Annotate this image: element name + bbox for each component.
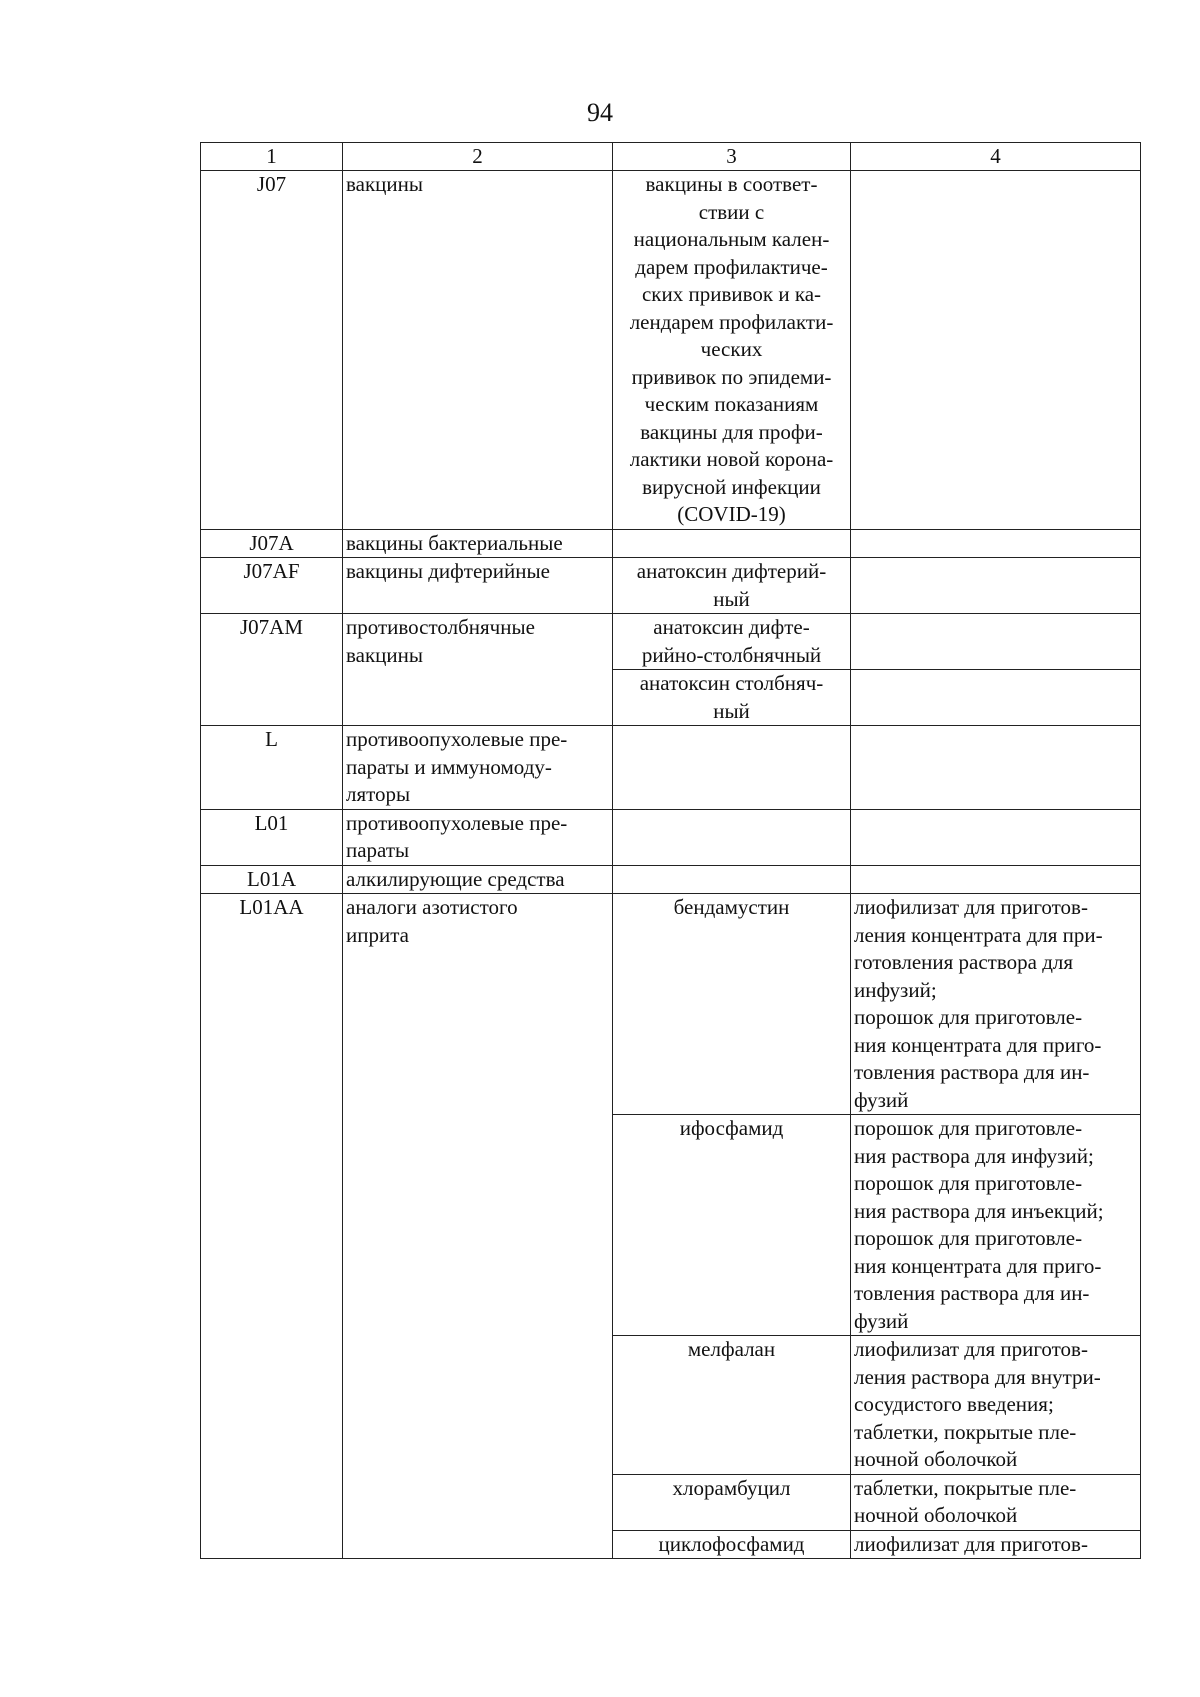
drug-name-cell xyxy=(613,726,851,810)
drug-name-cell xyxy=(613,809,851,865)
table-header-row xyxy=(201,143,1141,171)
table-row xyxy=(201,865,1141,894)
drug-name-cell: вакцины в соответ- ствии с национальным кален- дарем профилактиче- ских прививок и ка- лендарем профилакти- ческих прививок по эпидеми- ческим показаниям вакцины для профи- лактики новой корона- вирусной инфекции (COVID-19) xyxy=(613,171,851,530)
dosage-form-cell xyxy=(851,171,1141,530)
atc-code-cell: L xyxy=(201,726,343,810)
dosage-form-cell xyxy=(851,614,1141,670)
column-header-1: 1 xyxy=(201,143,343,171)
table-row xyxy=(201,894,1141,1115)
dosage-form-cell: таблетки, покрытые пле- ночной оболочкой xyxy=(851,1474,1141,1530)
atc-code-cell: J07AM xyxy=(201,614,343,726)
atc-code-cell: L01 xyxy=(201,809,343,865)
dosage-form-cell xyxy=(851,558,1141,614)
drug-name-cell xyxy=(613,865,851,894)
column-header-4: 4 xyxy=(851,143,1141,171)
dosage-form-cell: лиофилизат для приготов- ления концентрата для при- готовления раствора для инфузий; порошок для приготовле- ния концентрата для приго- товления раствора для ин- фузий xyxy=(851,894,1141,1115)
drug-name-cell: анатоксин дифте- рийно-столбнячный xyxy=(613,614,851,670)
dosage-form-cell xyxy=(851,529,1141,558)
table-row xyxy=(201,171,1141,530)
column-header-2: 2 xyxy=(343,143,613,171)
anatomical-group-cell: вакцины xyxy=(343,171,613,530)
atc-code-cell: J07 xyxy=(201,171,343,530)
drug-name-cell: хлорамбуцил xyxy=(613,1474,851,1530)
anatomical-group-cell: вакцины дифтерийные xyxy=(343,558,613,614)
anatomical-group-cell: противоопухолевые пре- параты xyxy=(343,809,613,865)
anatomical-group-cell: аналоги азотистого иприта xyxy=(343,894,613,1559)
drug-name-cell: циклофосфамид xyxy=(613,1530,851,1559)
drug-name-cell: мелфалан xyxy=(613,1336,851,1475)
anatomical-group-cell: алкилирующие средства xyxy=(343,865,613,894)
drug-table xyxy=(200,142,1141,1559)
dosage-form-cell: порошок для приготовле- ния раствора для инфузий; порошок для приготовле- ния раствора для инъекций; порошок для приготовле- ния концентрата для приго- товления раствора для ин- фузий xyxy=(851,1115,1141,1336)
drug-name-cell: бендамустин xyxy=(613,894,851,1115)
atc-code-cell: L01AA xyxy=(201,894,343,1559)
atc-code-cell: J07A xyxy=(201,529,343,558)
page-number: 94 xyxy=(587,98,613,127)
table-row xyxy=(201,726,1141,810)
anatomical-group-cell: противоопухолевые пре- параты и иммуномоду- ляторы xyxy=(343,726,613,810)
atc-code-cell: J07AF xyxy=(201,558,343,614)
table-row xyxy=(201,558,1141,614)
dosage-form-cell xyxy=(851,670,1141,726)
drug-name-cell: анатоксин столбняч- ный xyxy=(613,670,851,726)
drug-name-cell: ифосфамид xyxy=(613,1115,851,1336)
table-row xyxy=(201,529,1141,558)
dosage-form-cell: лиофилизат для приготов- xyxy=(851,1530,1141,1559)
column-header-3: 3 xyxy=(613,143,851,171)
drug-name-cell: анатоксин дифтерий- ный xyxy=(613,558,851,614)
drug-name-cell xyxy=(613,529,851,558)
table-row xyxy=(201,809,1141,865)
dosage-form-cell xyxy=(851,726,1141,810)
anatomical-group-cell: вакцины бактериальные xyxy=(343,529,613,558)
anatomical-group-cell: противостолбнячные вакцины xyxy=(343,614,613,726)
atc-code-cell: L01A xyxy=(201,865,343,894)
dosage-form-cell xyxy=(851,809,1141,865)
dosage-form-cell: лиофилизат для приготов- ления раствора для внутри- сосудистого введения; таблетки, покрытые пле- ночной оболочкой xyxy=(851,1336,1141,1475)
dosage-form-cell xyxy=(851,865,1141,894)
table-row xyxy=(201,614,1141,670)
